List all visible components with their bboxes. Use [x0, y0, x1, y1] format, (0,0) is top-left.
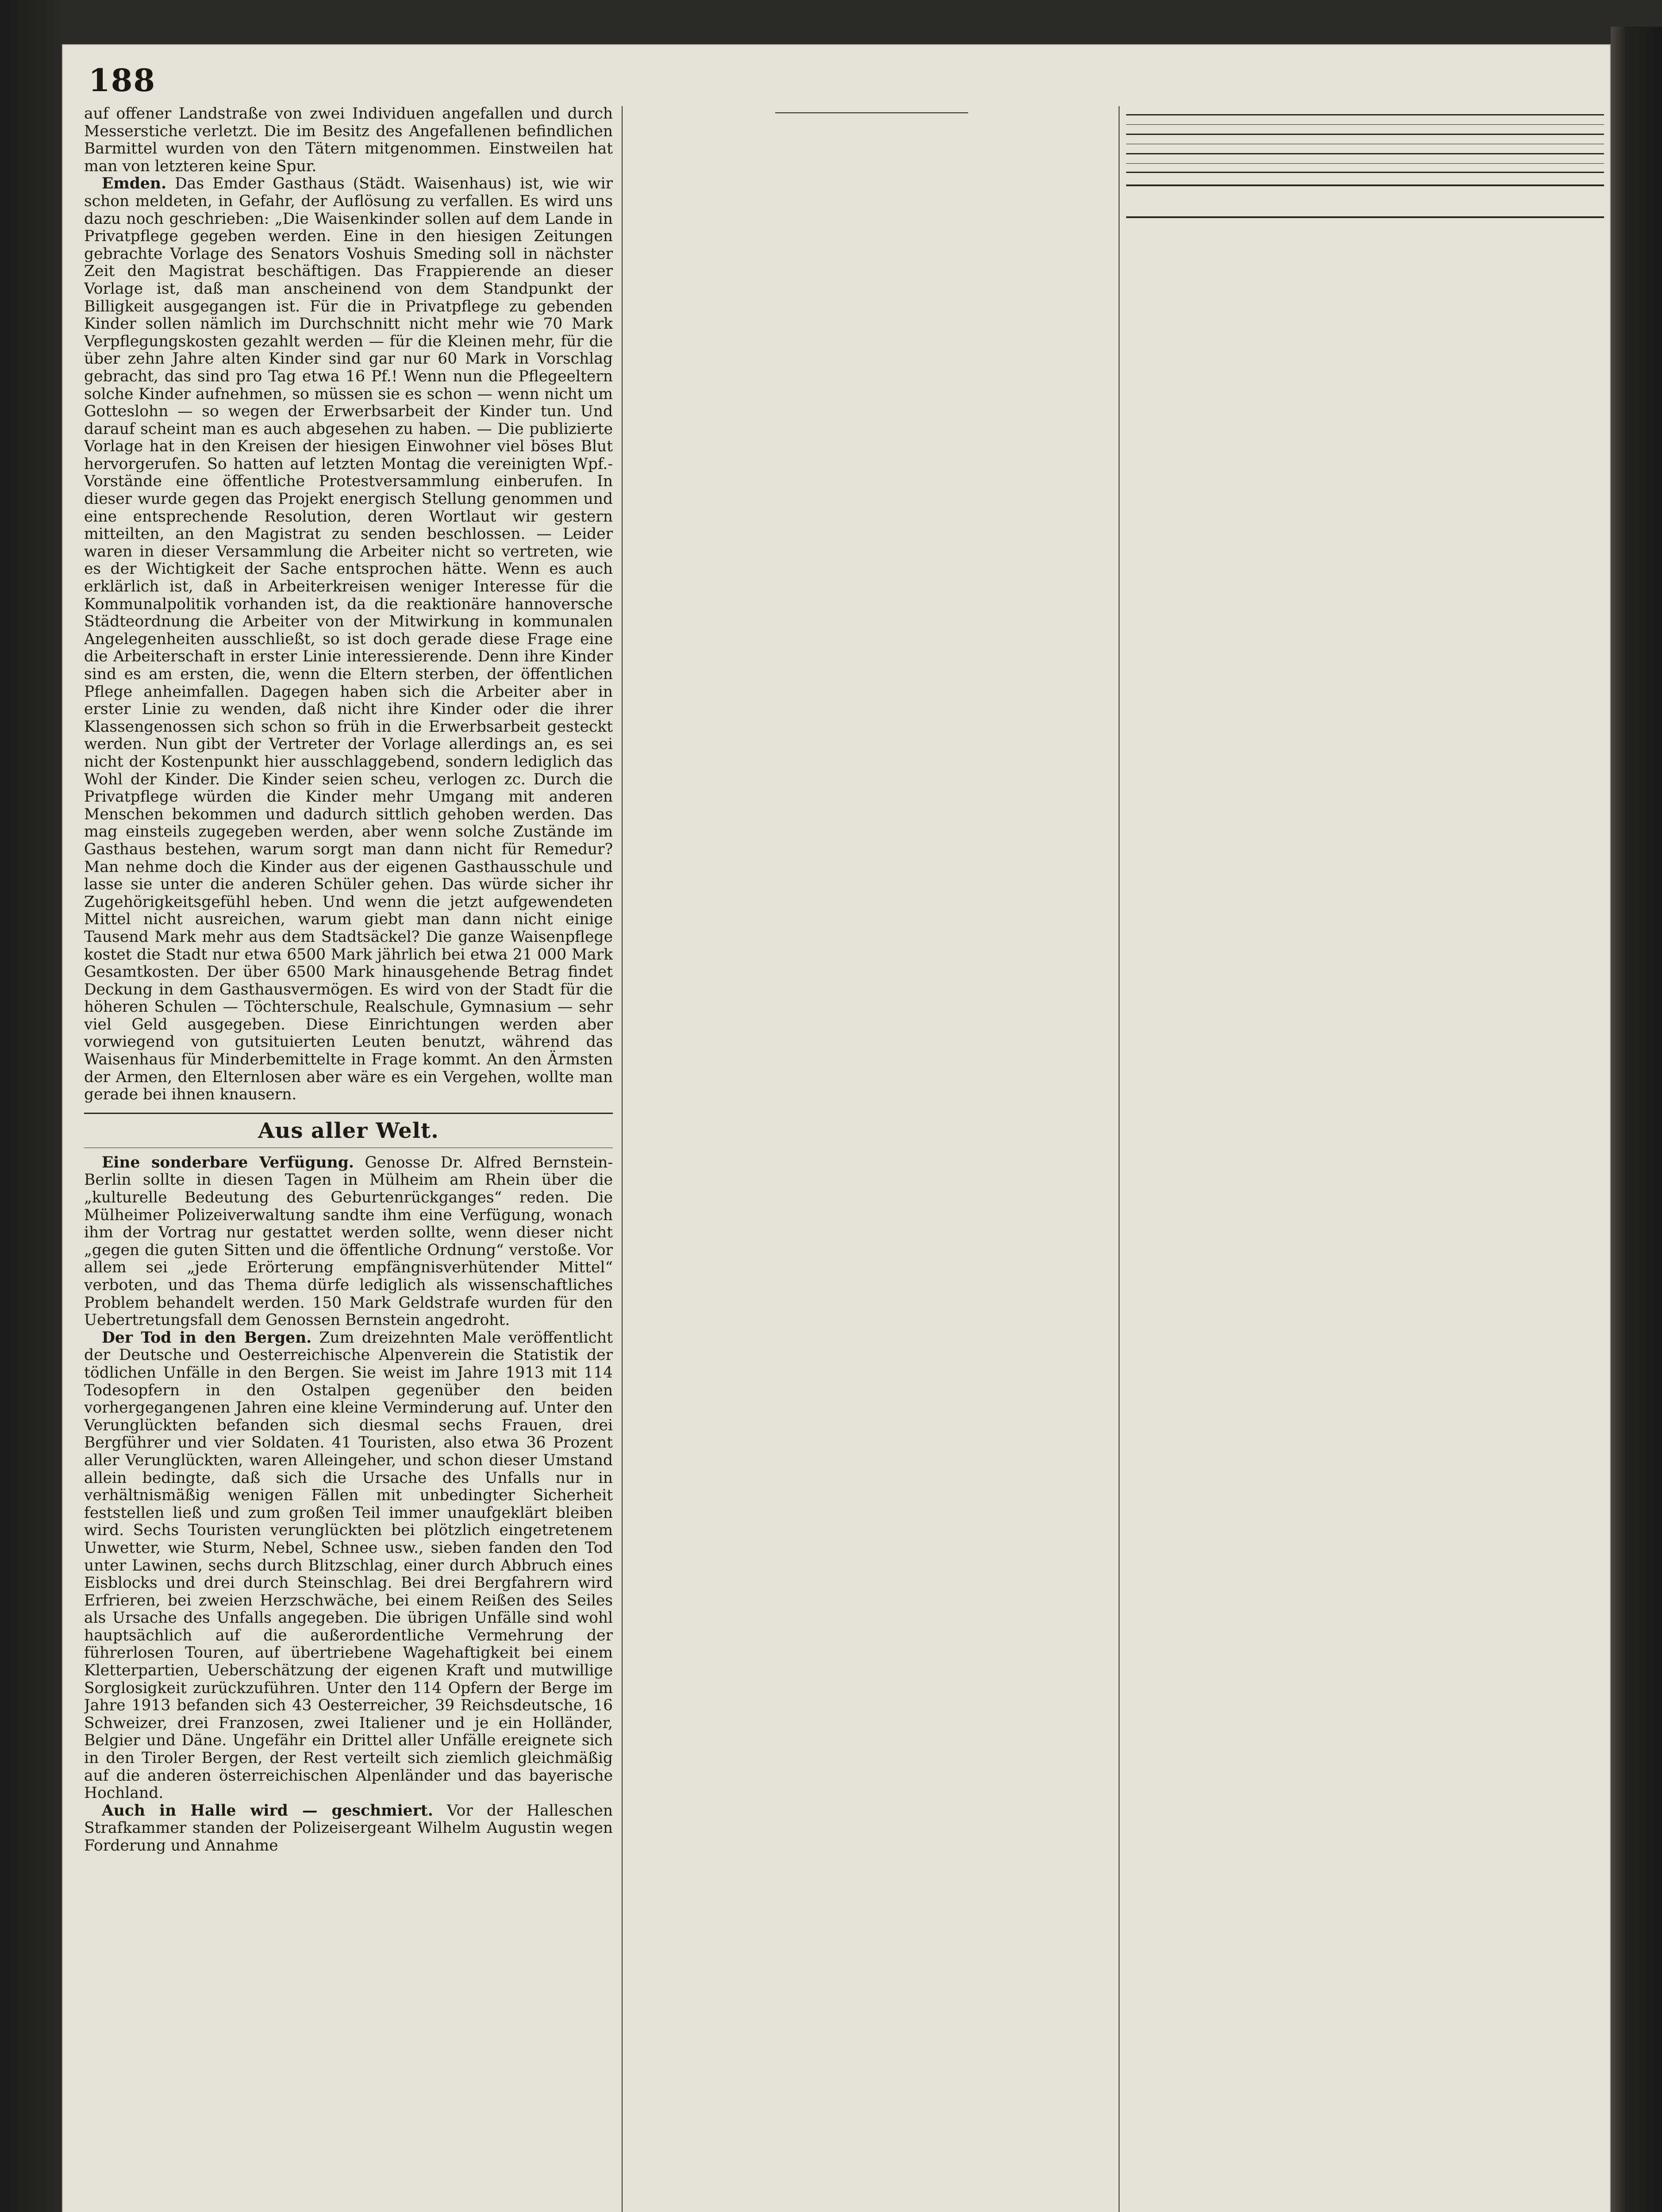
article-text: Genosse Dr. Alfred Bernstein-Berlin sollte in diesen Tagen in Mülheim am Rhein über die „kulturelle Bedeutung des Geburtenrückganges“ reden. Die Mülheimer Polizeiverwaltung sandte ihm eine Verfügung, wonach ihm der Vortrag nur gestattet werden sollte, wenn dieser nicht „gegen die guten Sitten und die öffentliche Ordnung“ verstoße. Vor allem sei „jede Erörterung empfängnisverhütender Mittel“ verboten, und das Thema dürfe lediglich als wissenschaftliches Problem behandelt werden. 150 Mark Geldstrafe wurden für den Uebertretungsfall dem Genossen Bernstein angedroht. — [84, 1153, 613, 1329]
column-1 — [84, 105, 613, 2212]
page-number: 188 — [88, 62, 156, 99]
article-head: Emden. — [102, 175, 166, 193]
article-tod-bergen — [84, 1329, 613, 1802]
section-heading: Aus aller Welt. — [84, 1113, 613, 1148]
article-head: Eine sonderbare Verfügung. — [102, 1153, 354, 1171]
scan-left-edge — [0, 0, 62, 2212]
article-verfuegung — [84, 1154, 613, 1329]
article-halle — [84, 1802, 613, 1855]
column-3 — [1126, 105, 1604, 2212]
section-heading — [1126, 134, 1604, 144]
article-head: Auch in Halle wird — geschmiert. — [102, 1801, 433, 1820]
article-emden — [84, 175, 613, 1103]
column-rule-1 — [622, 106, 623, 2212]
section-heading — [1126, 172, 1604, 177]
scan-right-edge — [1611, 27, 1662, 2212]
column-rule-2 — [1119, 106, 1120, 2212]
advertisement — [1126, 184, 1604, 218]
ad-header — [1126, 191, 1604, 208]
column-2 — [631, 105, 1113, 2212]
article-text: Vor der Halleschen Strafkammer standen der Polizeisergeant Wilhelm Augustin wegen Forderung und Annahme — [84, 1801, 613, 1855]
divider — [775, 112, 968, 113]
article-text: auf offener Landstraße von zwei Individuen angefallen und durch Messerstiche verletzt. Die im Besitz des Angefallenen befindlichen Barmittel wurden von den Tätern mitgenommen. Einstweilen hat man von letzteren keine Spur. — [84, 105, 613, 175]
article-text: Das Emder Gasthaus (Städt. Waisenhaus) ist, wie wir schon meldeten, in Gefahr, der Auflösung zu verfallen. Es wird uns dazu noch geschrieben: „Die Waisenkinder sollen auf dem Lande in Privatpflege gegeben werden. Eine in den hiesigen Zeitungen gebrachte Vorlage des Senators Voshuis Smeding soll in nächster Zeit den Magistrat beschäftigen. Das Frappierende an dieser Vorlage ist, daß man anscheinend von dem Standpunkt der Billigkeit ausgegangen ist. Für die in Privatpflege zu gebenden Kinder sollen nämlich im Durchschnitt nicht mehr wie 70 Mark Verpflegungskosten gezahlt werden — für die Kleinen mehr, für die über zehn Jahre alten Kinder sind gar nur 60 Mark in Vorschlag gebracht, das sind pro Tag etwa 16 Pf.! Wenn nun die Pflegeeltern solche Kinder aufnehmen, so müssen sie es schon — wenn nicht um Gotteslohn — so wegen der Erwerbsarbeit der Kinder tun. Und darauf scheint man es auch abgesehen zu haben. — Die publizierte Vorlage hat in den Kreisen der hiesigen Einwohner viel böses Blut hervorgerufen. So hatten auf letzten Montag die vereinigten Wpf.-Vorstände eine öffentliche Protestversammlung einberufen. In dieser wurde gegen das Projekt energisch Stellung genommen und eine entsprechende Resolution, deren Wortlaut wir gestern mitteilten, an den Magistrat zu senden beschlossen. — Leider waren in dieser Versammlung die Arbeiter nicht so vertreten, wie es der Wichtigkeit der Sache entsprochen hätte. Wenn es auch erklärlich ist, daß in Arbeiterkreisen weniger Interesse für die Kommunalpolitik vorhanden ist, da die reaktionäre hannoversche Städteordnung die Arbeiter von der Mitwirkung in kommunalen Angelegenheiten ausschließt, so ist doch gerade diese Frage eine die Arbeiterschaft in erster Linie interessierende. Denn ihre Kinder sind es am ersten, die, wenn die Eltern sterben, der öffentlichen Pflege anheimfallen. Dagegen haben sich die Arbeiter aber in erster Linie zu wenden, daß nicht ihre Kinder oder die ihrer Klassengenossen sich schon so früh in die Erwerbsarbeit gesteckt werden. Nun gibt der Vertreter der Vorlage allerdings an, es sei nicht der Kostenpunkt hier ausschlaggebend, sondern lediglich das Wohl der Kinder. Die Kinder seien scheu, verlogen zc. Durch die Privatpflege würden die Kinder mehr Umgang mit anderen Menschen bekommen und dadurch sittlich gehoben werden. Das mag einsteils zugegeben werden, aber wenn solche Zustände im Gasthaus bestehen, warum sorgt man dann nicht für Remedur? Man nehme doch die Kinder aus der eigenen Gasthausschule und lasse sie unter die anderen Schüler gehen. Das würde sicher ihr Zugehörigkeitsgefühl heben. Und wenn die jetzt aufgewendeten Mittel nicht ausreichen, warum giebt man dann nicht einige Tausend Mark mehr aus dem Stadtsäckel? Die ganze Waisenpflege kostet die Stadt nur etwa 6500 Mark jährlich bei etwa 21 000 Mark Gesamtkosten. Der über 6500 Mark hinausgehende Betrag findet Deckung in dem Gasthausvermögen. Es wird von der Stadt für die höheren Schulen — Töchterschule, Realschule, Gymnasium — sehr viel Geld ausgegeben. Diese Einrichtungen werden aber vorwiegend von gutsituierten Leuten benutzt, während das Waisenhaus für Minderbemittelte in Frage kommt. An den Ärmsten der Armen, den Elternlosen aber wäre es ein Vergehen, wollte man gerade bei ihnen knausern. — [84, 175, 613, 1104]
section-heading — [1126, 114, 1604, 125]
article-text: Zum dreizehnten Male veröffentlicht der Deutsche und Oesterreichische Alpenverein die Statistik der tödlichen Unfälle in den Bergen. Sie weist im Jahre 1913 mit 114 Todesopfern in den Ostalpen gegenüber den beiden vorhergegangenen Jahren eine kleine Verminderung auf. Unter den Verunglückten befanden sich diesmal sechs Frauen, drei Bergführer und vier Soldaten. 41 Touristen, also etwa 36 Prozent aller Verunglückten, waren Alleingeher, und schon dieser Umstand allein bedingte, daß sich die Ursache des Unfalls nur in verhältnismäßig wenigen Fällen mit unbedingter Sicherheit feststellen ließ und zum großen Teil immer unaufgeklärt bleiben wird. Sechs Touristen verunglückten bei plötzlich eingetretenem Unwetter, wie Sturm, Nebel, Schnee usw., sieben fanden den Tod unter Lawinen, sechs durch Blitzschlag, einer durch Abbruch eines Eisblocks und drei durch Steinschlag. Bei drei Bergfahrern wird Erfrieren, bei zweien Herzschwäche, bei einem Reißen des Seiles als Ursache des Unfalls angegeben. Die übrigen Unfälle sind wohl hauptsächlich auf die außerordentliche Vermehrung der führerlosen Touren, auf übertriebene Wagehaftigkeit bei einem Kletterpartien, Ueberschätzung der eigenen Kraft und mutwillige Sorglosigkeit zurückzuführen. Unter den 114 Opfern der Berge im Jahre 1913 befanden sich 43 Oesterreicher, 39 Reichsdeutsche, 16 Schweizer, drei Franzosen, zwei Italiener und je ein Holländer, Belgier und Däne. Ungefähr ein Drittel aller Unfälle ereignete sich in den Tiroler Bergen, der Rest verteilt sich ziemlich gleichmäßig auf die anderen österreichischen Alpenländer und das bayerische Hochland. — [84, 1329, 613, 1802]
article-head: Der Tod in den Bergen. — [102, 1329, 312, 1347]
section-heading — [1126, 153, 1604, 164]
